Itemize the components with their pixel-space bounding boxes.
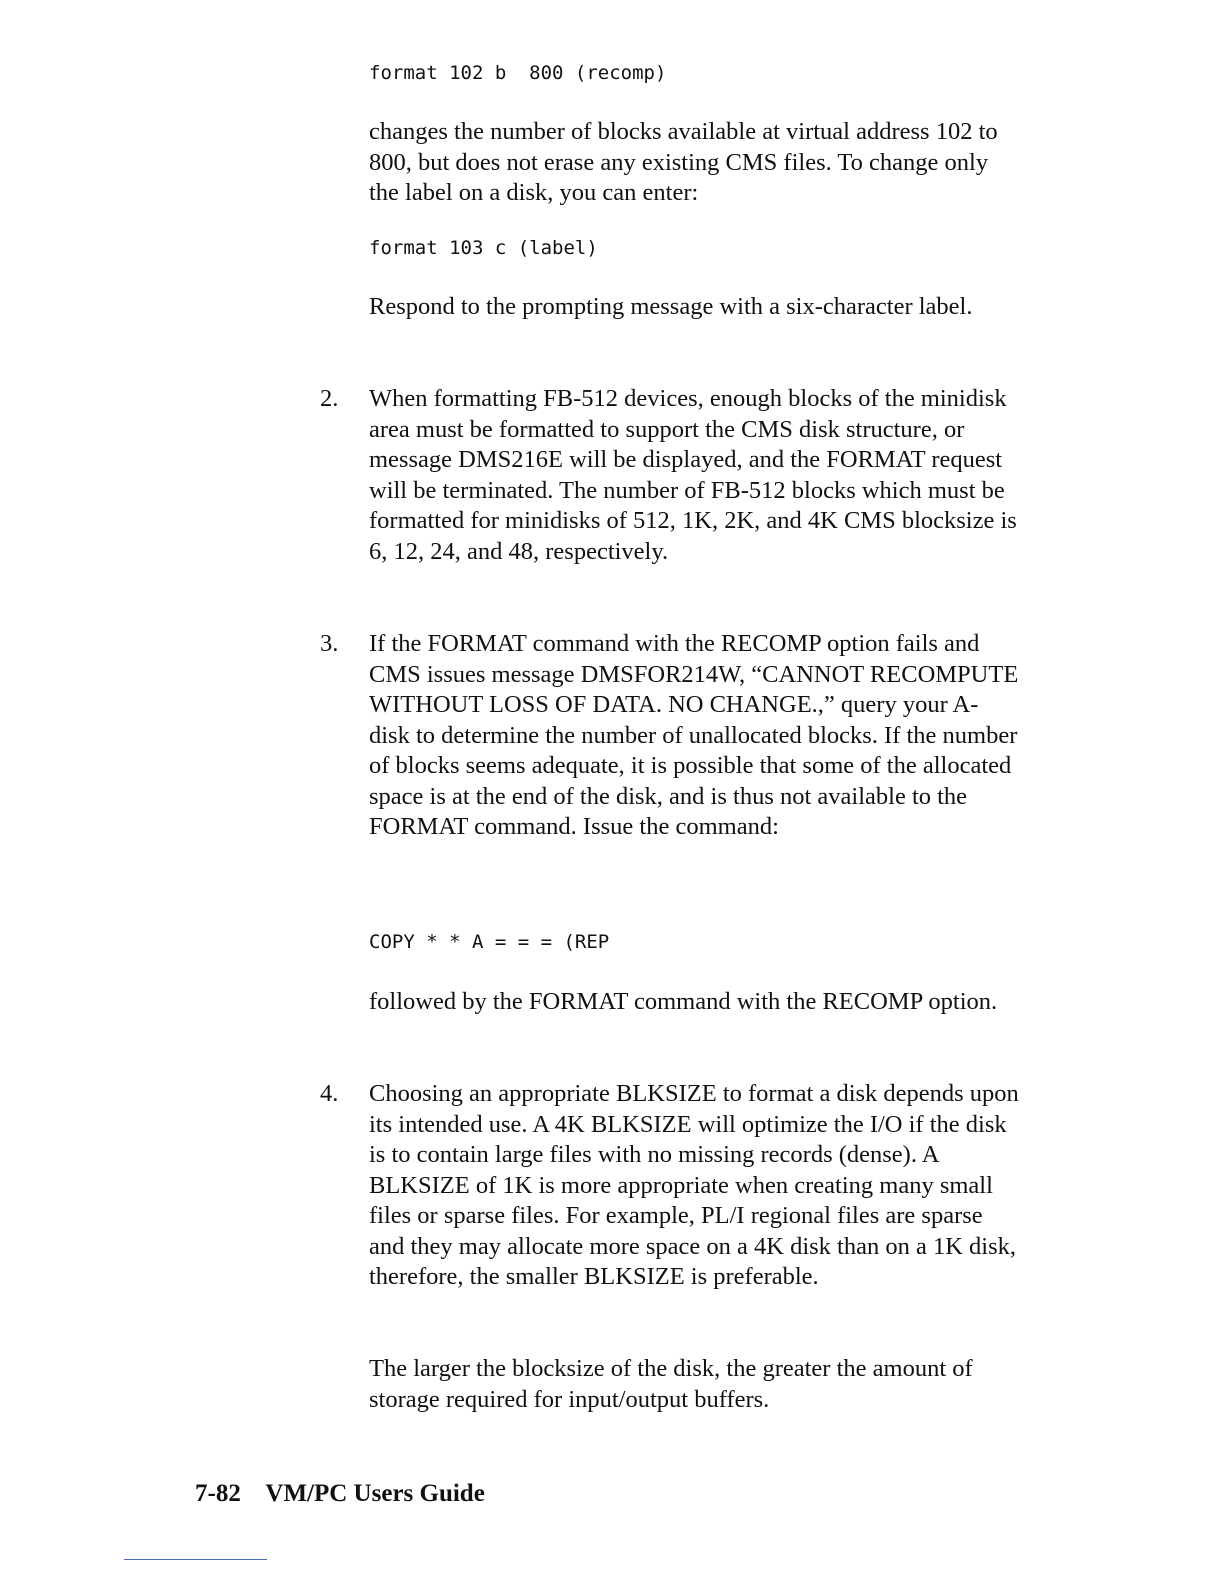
list-item-4-followup: The larger the blocksize of the disk, the greater the amount of storage required for input/output buffers. bbox=[369, 1355, 973, 1413]
paragraph-prompt-response: Respond to the prompting message with a six-character label. bbox=[369, 293, 973, 320]
list-item-3-followup: followed by the FORMAT command with the RECOMP option. bbox=[369, 988, 998, 1015]
list-item-3-text: If the FORMAT command with the RECOMP option fails and CMS issues message DMSFOR214W, “CANNOT RECOMPUTE WITHOUT LOSS OF DATA. NO CHANGE.,” query your A-disk to determine the number of unallocated blocks. If the number of blocks seems adequate, it is possible that some of the allocated space is at the end of the disk, and is thus not available to the FORMAT command. Issue the command: bbox=[369, 630, 1019, 840]
list-item-4-text: Choosing an appropriate BLKSIZE to format a disk depends upon its intended use. A 4K BLKSIZE will optimize the I/O if the disk is to contain large files with no missing records (dense). A BLKSIZE of 1K is more appropriate when creating many small files or sparse files. For example, PL/I regional files are sparse and they may allocate more space on a 4K disk than on a 1K disk, therefore, the smaller BLKSIZE is preferable. bbox=[369, 1080, 1019, 1290]
footer-page-number: 7-82 bbox=[195, 1480, 241, 1507]
code-example-copy-command: COPY * * A = = = (REP bbox=[369, 931, 610, 953]
footer-rule bbox=[124, 1559, 267, 1560]
code-example-format-label: format 103 c (label) bbox=[369, 237, 598, 259]
list-item-number-4: 4. bbox=[320, 1080, 339, 1107]
code-example-format-recomp: format 102 b 800 (recomp) bbox=[369, 62, 667, 84]
page-footer bbox=[195, 1478, 485, 1510]
list-item-number-3: 3. bbox=[320, 630, 339, 657]
list-item-2-text: When formatting FB-512 devices, enough blocks of the minidisk area must be formatted to support the CMS disk structure, or message DMS216E will be displayed, and the FORMAT request will be terminated. The number of FB-512 blocks which must be formatted for minidisks of 512, 1K, 2K, and 4K CMS blocksize is 6, 12, 24, and 48, respectively. bbox=[369, 385, 1017, 565]
footer-title: VM/PC Users Guide bbox=[265, 1480, 485, 1507]
list-item-number-2: 2. bbox=[320, 385, 339, 412]
paragraph-recomp-explanation: changes the number of blocks available at virtual address 102 to 800, but does not erase any existing CMS files. To change only the label on a disk, you can enter: bbox=[369, 118, 998, 206]
